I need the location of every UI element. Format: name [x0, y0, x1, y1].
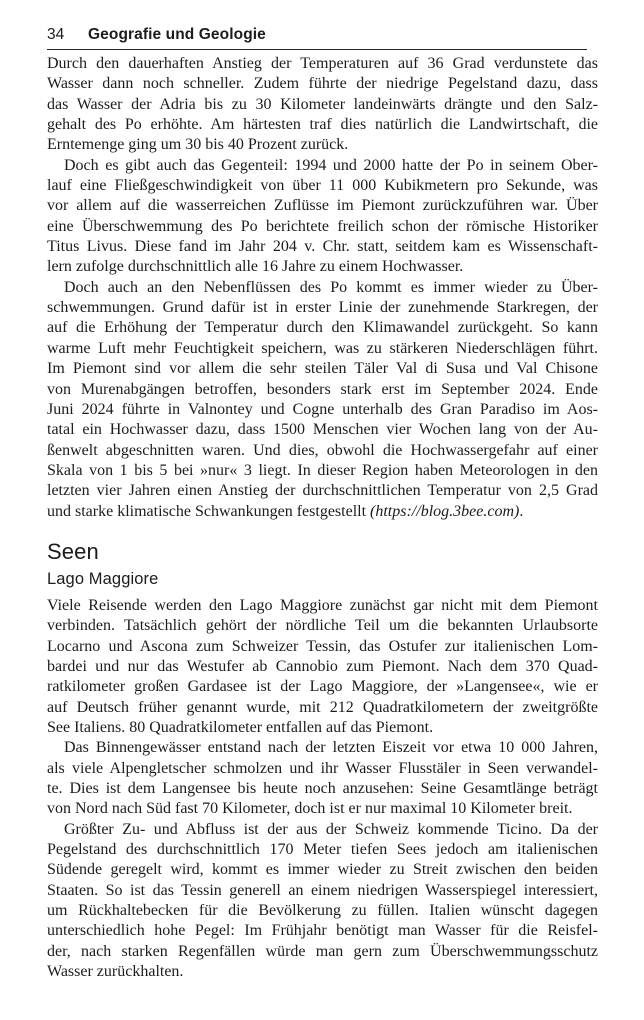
text-line: Größter Zu- und Abfluss ist der aus der Schweiz kommende Ticino. Da der: [64, 820, 598, 838]
text-line: der, nach starken Regenfällen würde man gern zum Überschwemmungsschutz: [47, 942, 598, 960]
text-line: Das Binnengewässer entstand nach der letzten Eiszeit vor etwa 10 000 Jahren,: [64, 739, 598, 757]
text-line: von Nord nach Süd fast 70 Kilometer, doch ist er nur maximal 10 Kilometer breit.: [47, 800, 573, 818]
paragraph: [47, 738, 598, 819]
page-number: 34: [47, 26, 65, 43]
text-line: [47, 502, 598, 522]
text-line: verbinden. Tatsächlich gehört der nördliche Teil um die bekannten Urlaubsorte: [47, 617, 598, 635]
page-content: [47, 54, 598, 982]
text-line: Wasser dann noch schneller. Zudem führte der niedrige Pegelstand dazu, dass: [47, 75, 598, 93]
text-line: lern zufolge durchschnittlich alle 16 Jahre zu einem Hochwasser.: [47, 258, 464, 276]
text-line: lauf eine Fließgeschwindigkeit von über 11 000 Kubikmetern pro Sekunde, was: [47, 177, 598, 195]
paragraph: [47, 278, 598, 522]
page-header: [47, 26, 587, 50]
text-line: als viele Alpengletscher schmolzen und ihr Wasser Flusstäler in Seen verwandel-: [47, 759, 598, 777]
text-line: letzten vier Jahren einen Anstieg der durchschnittlichen Temperatur von 2,5 Grad: [47, 482, 598, 500]
paragraph: [47, 820, 598, 983]
text-line: Locarno und Ascona zum Schweizer Tessin, das Ostufer zur italienischen Lom-: [47, 637, 598, 655]
italic-source-url: (https://blog.3bee.com): [370, 502, 520, 520]
text-line: vor allem auf die wasserreichen Zuflüsse im Piemont zurückzuführen war. Über: [47, 197, 598, 215]
text-line: Skala von 1 bis 5 bei »nur« 3 liegt. In dieser Region haben Meteorologen in den: [47, 461, 598, 479]
text-line: schwemmungen. Grund dafür ist in erster Linie der zunehmende Starkregen, der: [47, 299, 598, 317]
text-line: Pegelstand des durchschnittlich 170 Meter tiefen Sees jedoch am italienischen: [47, 841, 598, 859]
text-line: Doch es gibt auch das Gegenteil: 1994 und 2000 hatte der Po in seinem Ober-: [64, 156, 598, 174]
text-line: bardei und nur das Westufer ab Cannobio zum Piemont. Nach dem 370 Quad-: [47, 657, 598, 675]
text-line: See Italiens. 80 Quadratkilometer entfallen auf das Piemont.: [47, 718, 434, 736]
text-line: Juni 2024 führte in Valnontey und Cogne unterhalb des Gran Paradiso im Aos-: [47, 400, 598, 418]
text-line: eine Überschwemmung des Po berichtete freilich schon der römische Historiker: [47, 217, 598, 235]
text-line: Wasser zurückhalten.: [47, 963, 184, 981]
text-line: warme Luft mehr Feuchtigkeit speichern, was zu stärkeren Niederschlägen führt.: [47, 339, 598, 357]
text-line: tatal ein Hochwasser dazu, dass 1500 Menschen vier Wochen lang von der Au-: [47, 421, 598, 439]
text-line: Südende geregelt wird, kommt es immer wieder zu Streit zwischen den beiden: [47, 861, 598, 879]
text-line: das Wasser der Adria bis zu 30 Kilometer landeinwärts drängte und den Salz-: [47, 95, 598, 113]
text-line: gehalt des Po erhöhte. Am härtesten traf dies natürlich die Landwirtschaft, die: [47, 116, 598, 134]
text-line: Viele Reisende werden den Lago Maggiore zunächst gar nicht mit dem Piemont: [47, 596, 598, 614]
text-run: .: [519, 502, 524, 520]
text-line: Titus Livus. Diese fand im Jahr 204 v. Chr. statt, seitdem kam es Wissenschaft-: [47, 238, 598, 256]
text-line: ßenwelt abgeschnitten waren. Und dies, obwohl die Hochwassergefahr auf einer: [47, 441, 598, 459]
text-line: auf Deutsch früher genannt wurde, mit 212 Quadratkilometern der zweitgrößte: [47, 698, 598, 716]
text-line: Staaten. So ist das Tessin generell an einem niedrigen Wasserspiegel interessiert,: [47, 881, 598, 899]
subsection-heading: Lago Maggiore: [47, 569, 159, 588]
chapter-title: Geografie und Geologie: [88, 26, 266, 43]
paragraph: [47, 54, 598, 156]
paragraph: [47, 596, 598, 738]
text-line: um Rückhaltebecken für die Bevölkerung zu füllen. Italien wünscht dagegen: [47, 902, 598, 920]
text-line: von Murenabgängen betroffen, besonders stark erst im September 2024. Ende: [47, 380, 598, 398]
text-line: Doch auch an den Nebenflüssen des Po kommt es immer wieder zu Über-: [64, 278, 598, 296]
text-line: auf die Erhöhung der Temperatur durch den Klimawandel zurückgeht. So kann: [47, 319, 598, 337]
text-line: Im Piemont sind vor allem die sehr steilen Täler Val di Susa und Val Chisone: [47, 360, 598, 378]
text-line: te. Dies ist dem Langensee bis heute noch anzusehen: Seine Gesamtlänge beträgt: [47, 780, 598, 797]
text-line: unterschiedlich hohe Pegel: Im Frühjahr benötigt man Wasser für die Reisfel-: [47, 922, 598, 940]
section-heading: Seen: [47, 538, 99, 564]
text-run: und starke klimatische Schwankungen festgestellt: [47, 502, 371, 520]
paragraph: [47, 156, 598, 278]
text-line: Erntemenge ging um 30 bis 40 Prozent zurück.: [47, 136, 349, 154]
text-line: Durch den dauerhaften Anstieg der Temperaturen auf 36 Grad verdunstete das: [47, 55, 598, 72]
text-line: ratkilometer großen Gardasee ist der Lago Maggiore, der »Langensee«, wie er: [47, 678, 598, 696]
